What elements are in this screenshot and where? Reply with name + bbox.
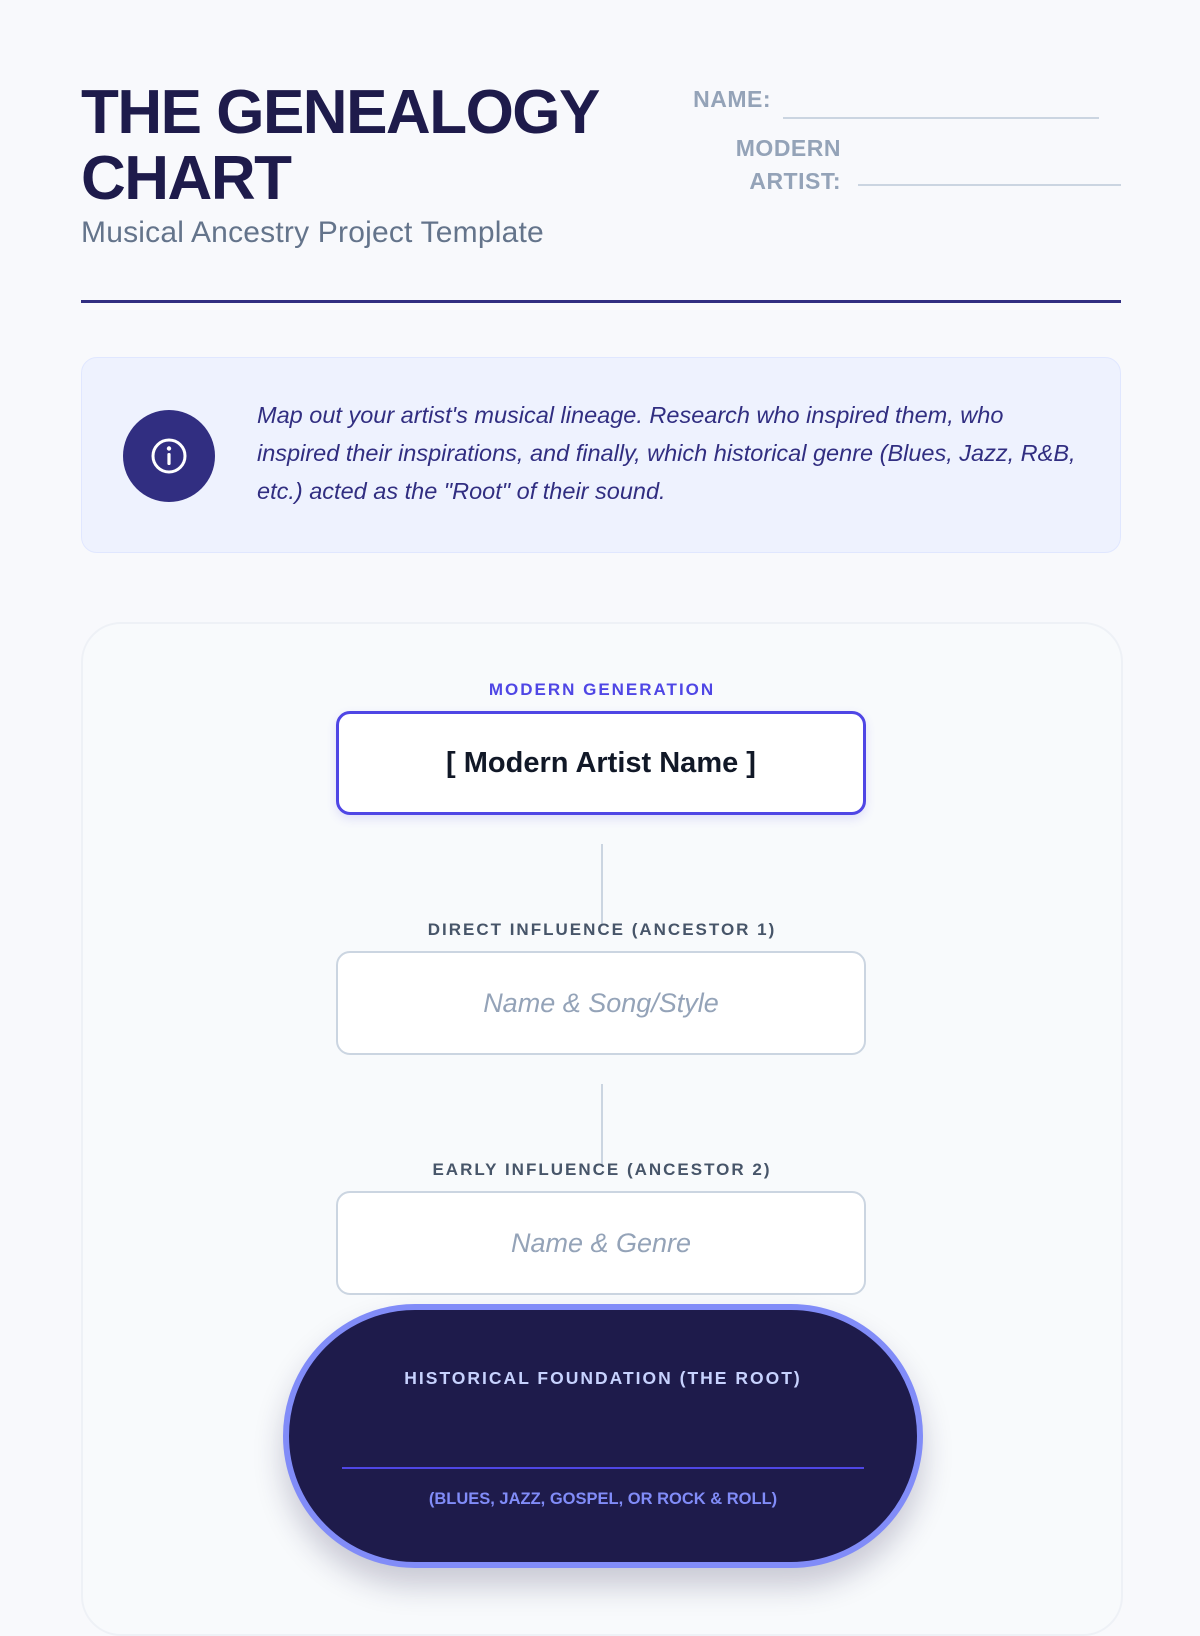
connector-line bbox=[601, 1084, 603, 1164]
artist-field-label bbox=[736, 132, 841, 198]
ancestor2-box[interactable]: Name & Genre bbox=[336, 1191, 866, 1295]
ancestor1-label: DIRECT INFLUENCE (ANCESTOR 1) bbox=[427, 920, 777, 939]
artist-field-label-line1: MODERN bbox=[735, 135, 841, 161]
page-header bbox=[81, 80, 1121, 300]
name-field-label: NAME: bbox=[693, 86, 771, 112]
student-fields bbox=[661, 80, 1121, 210]
ancestor1-box[interactable]: Name & Song/Style bbox=[336, 951, 866, 1055]
root-hint: (BLUES, JAZZ, GOSPEL, OR ROCK & ROLL) bbox=[428, 1490, 778, 1508]
root-foundation-box[interactable] bbox=[283, 1304, 923, 1568]
ancestor2-label: EARLY INFLUENCE (ANCESTOR 2) bbox=[432, 1160, 772, 1179]
root-label: HISTORICAL FOUNDATION (THE ROOT) bbox=[404, 1368, 802, 1388]
root-answer-line[interactable] bbox=[342, 1467, 864, 1469]
artist-field-label-line2: ARTIST: bbox=[749, 168, 841, 194]
header-divider bbox=[81, 300, 1121, 303]
artist-field-line[interactable] bbox=[858, 184, 1121, 186]
page-title: THE GENEALOGY CHART bbox=[81, 78, 598, 213]
connector-line bbox=[601, 844, 603, 924]
info-icon bbox=[123, 410, 215, 502]
modern-artist-box[interactable]: [ Modern Artist Name ] bbox=[336, 711, 866, 815]
instructions-box bbox=[81, 357, 1121, 553]
name-field-line[interactable] bbox=[783, 117, 1099, 119]
page-subtitle: Musical Ancestry Project Template bbox=[81, 216, 544, 249]
instructions-text: Map out your artist's musical lineage. Research who inspired them, who inspired their inspirations, and finally, which historical genre (Blues, Jazz, R&B, etc.) acted as the "Root" of their sound. bbox=[257, 402, 1076, 504]
genealogy-tree bbox=[81, 622, 1123, 1636]
modern-generation-label: MODERN GENERATION bbox=[488, 680, 716, 699]
